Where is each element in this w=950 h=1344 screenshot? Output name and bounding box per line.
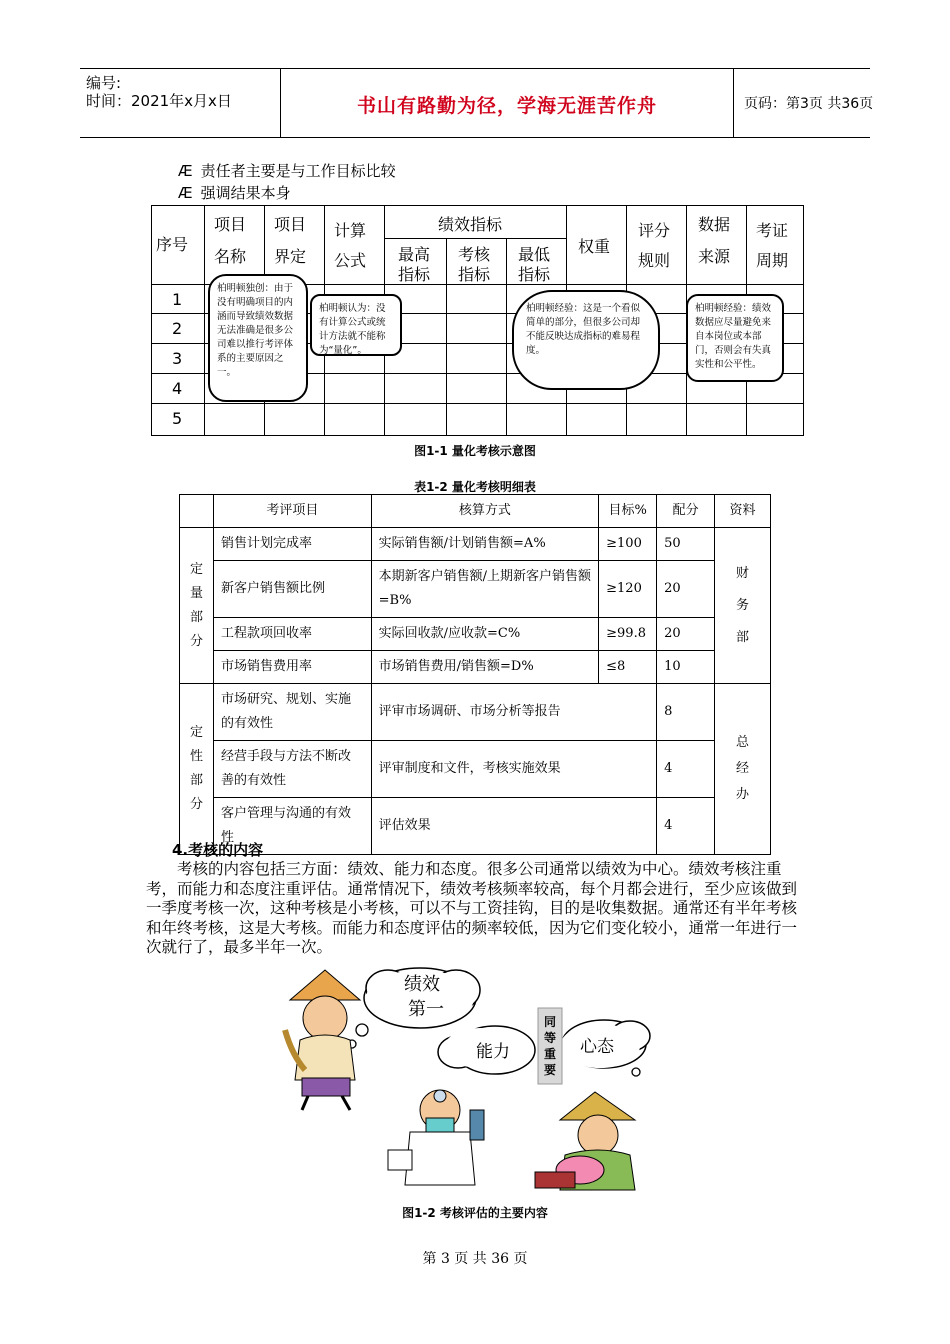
- bullet-mark: Æ: [178, 162, 193, 180]
- bubble-ability: 能力: [476, 1042, 510, 1062]
- table-header: 配分: [657, 495, 715, 528]
- quantified-assessment-diagram: [151, 205, 804, 436]
- table-cell: 销售计划完成率: [213, 528, 371, 561]
- bullet-item: [178, 160, 396, 181]
- callout-bubble: 柏明顿经验：绩效数据应尽量避免来自本岗位或本部门，否则会有失真实性和公平性。: [686, 294, 784, 382]
- table-cell: 评审制度和文件，考核实施效果: [371, 741, 656, 798]
- header-period-1: 考证: [756, 221, 789, 240]
- row-number: 2: [172, 319, 183, 338]
- page-header: [80, 68, 874, 138]
- header-period-2: 周期: [756, 251, 789, 270]
- header-page-info: 页码：第3页 共36页: [744, 96, 874, 112]
- table-header: 考评项目: [213, 495, 371, 528]
- sign-char: 要: [544, 1063, 557, 1077]
- bubble-performance-line1: 绩效: [404, 974, 440, 995]
- row-number: 4: [172, 379, 183, 398]
- callout-bubble: 柏明顿认为：没有计算公式或统计方法就不能称为“量化”。: [310, 294, 402, 356]
- header-kpi-check-2: 指标: [458, 265, 491, 284]
- table-row: [180, 741, 771, 798]
- table-cell: 20: [657, 618, 715, 651]
- table-cell: 4: [657, 798, 715, 855]
- section-paragraph: 考核的内容包括三方面：绩效、能力和态度。很多公司通常以绩效为中心。绩效考核注重考，而能力和态度注重评估。通常情况下，绩效考核频率较高，每个月都会进行，至少应该做到一季度考核一次，这种考核是小考核，可以不与工资挂钩，目的是收集数据。通常还有半年考核和年终考核，这是大考核。而能力和态度评估的频率较低，因为它们变化较小，通常一年进行一次就行了，最多半年一次。: [146, 860, 798, 956]
- table-header: 资料: [715, 495, 771, 528]
- source-cell: 财务部: [715, 528, 771, 684]
- table-cell: ≥120: [599, 561, 657, 618]
- table-cell: 市场销售费用率: [213, 651, 371, 684]
- document-date-label: 时间：2021年x月x日: [86, 92, 232, 110]
- bullet-mark: Æ: [178, 184, 193, 202]
- source-cell: 总经办: [715, 684, 771, 855]
- table-row: [180, 651, 771, 684]
- header-rule-2: 规则: [638, 251, 671, 270]
- section-label-quantitative: 定量部分: [180, 528, 214, 684]
- bullet-text: 责任者主要是与工作目标比较: [200, 162, 396, 180]
- table-cell: 本期新客户销售额/上期新客户销售额=B%: [371, 561, 598, 618]
- table-cell: 经营手段与方法不断改善的有效性: [213, 741, 371, 798]
- header-item-def-1: 项目: [274, 215, 307, 234]
- header-seq: 序号: [156, 235, 189, 254]
- table-cell: 工程款项回收率: [213, 618, 371, 651]
- bubble-attitude: 心态: [580, 1037, 614, 1057]
- table-cell: 8: [657, 684, 715, 741]
- table-cell: 实际回收款/应收款=C%: [371, 618, 598, 651]
- header-item-name-2: 名称: [214, 247, 247, 266]
- table-row: [180, 561, 771, 618]
- table-cell: 客户管理与沟通的有效性: [213, 798, 371, 855]
- bubble-performance-line2: 第一: [408, 999, 444, 1020]
- table-cell: 实际销售额/计划销售额=A%: [371, 528, 598, 561]
- section-title: 4.考核的内容: [172, 841, 264, 859]
- header-source-1: 数据: [698, 215, 731, 234]
- callout-bubble: 柏明顿经验：这是一个看似简单的部分，但很多公司却不能反映达成指标的难易程度。: [512, 290, 660, 390]
- header-kpi-max-1: 最高: [398, 245, 431, 264]
- table-cell: ≥99.8: [599, 618, 657, 651]
- table-cell: ≥100: [599, 528, 657, 561]
- section-label-qualitative: 定性部分: [180, 684, 214, 855]
- header-item-name-1: 项目: [214, 215, 247, 234]
- table-row: [180, 798, 771, 855]
- header-formula-1: 计算: [334, 221, 367, 240]
- table-cell: 市场研究、规划、实施的有效性: [213, 684, 371, 741]
- table-cell: 评审市场调研、市场分析等报告: [371, 684, 656, 741]
- table-cell: 市场销售费用/销售额=D%: [371, 651, 598, 684]
- table-header: 核算方式: [371, 495, 598, 528]
- row-number: 1: [172, 290, 183, 309]
- worker-figure: [535, 1092, 635, 1190]
- header-kpi-min-1: 最低: [518, 245, 551, 264]
- assessment-content-illustration: [280, 960, 660, 1200]
- table-cell: 4: [657, 741, 715, 798]
- sign-char: 等: [544, 1031, 557, 1045]
- table-cell: 10: [657, 651, 715, 684]
- header-center-cell: [280, 69, 734, 137]
- bullet-item: [178, 182, 291, 203]
- header-left-cell: [80, 69, 280, 137]
- table-row: [180, 528, 771, 561]
- doctor-figure: [388, 1090, 484, 1185]
- header-formula-2: 公式: [334, 251, 367, 270]
- page-footer: 第 3 页 共 36 页: [422, 1251, 528, 1267]
- header-motto: 书山有路勤为径，学海无涯苦作舟: [356, 95, 657, 117]
- table-caption: 表1-2 量化考核明细表: [414, 480, 536, 494]
- header-rule-1: 评分: [638, 221, 671, 240]
- header-item-def-2: 界定: [274, 247, 307, 266]
- table-cell: 50: [657, 528, 715, 561]
- farmer-figure: [285, 970, 360, 1110]
- table-cell: 新客户销售额比例: [213, 561, 371, 618]
- header-source-2: 来源: [698, 247, 731, 266]
- sign-char: 同: [544, 1015, 557, 1029]
- header-kpi-check-1: 考核: [458, 245, 491, 264]
- figure-caption: 图1-1 量化考核示意图: [414, 444, 536, 458]
- table-cell: 评估效果: [371, 798, 656, 855]
- header-weight: 权重: [578, 237, 611, 256]
- table-cell: 20: [657, 561, 715, 618]
- table-cell: ≤8: [599, 651, 657, 684]
- table-header: 目标%: [599, 495, 657, 528]
- header-kpi: 绩效指标: [438, 215, 503, 234]
- table-header-row: [180, 495, 771, 528]
- sign-char: 重: [544, 1047, 557, 1061]
- header-right-cell: [734, 69, 874, 137]
- table-row: [180, 684, 771, 741]
- table-row: [180, 618, 771, 651]
- header-kpi-max-2: 指标: [398, 265, 431, 284]
- quantified-assessment-table: [179, 494, 771, 855]
- figure-caption: 图1-2 考核评估的主要内容: [402, 1206, 548, 1220]
- header-kpi-min-2: 指标: [518, 265, 551, 284]
- callout-bubble: 柏明顿独创：由于没有明确项目的内涵而导致绩效数据无法准确是很多公司难以推行考评体系的主要原因之一。: [208, 274, 308, 402]
- row-number: 5: [172, 409, 183, 428]
- row-number: 3: [172, 349, 183, 368]
- bullet-text: 强调结果本身: [200, 184, 291, 202]
- document-number-label: 编号:: [86, 74, 122, 92]
